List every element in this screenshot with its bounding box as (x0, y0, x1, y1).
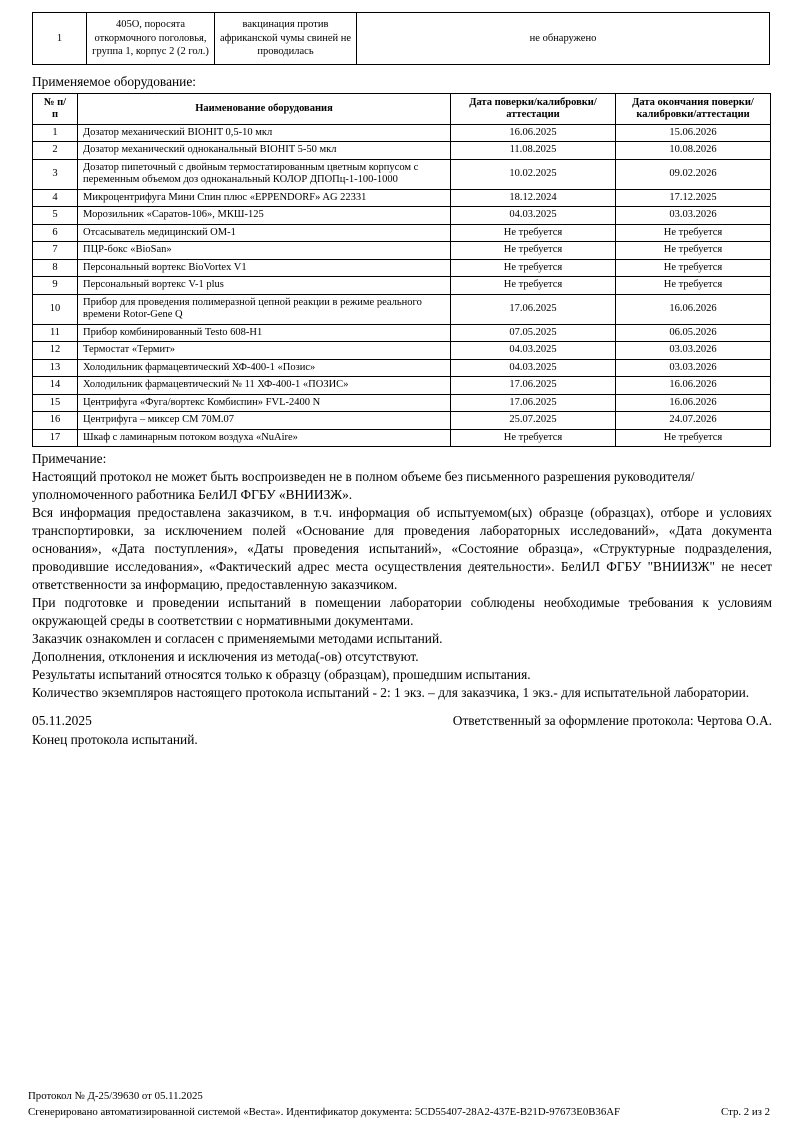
equipment-num-cell: 15 (33, 394, 78, 412)
equipment-num-cell: 6 (33, 224, 78, 242)
equipment-num-cell: 14 (33, 377, 78, 395)
equipment-header-row (33, 93, 771, 124)
signature-row (32, 712, 772, 730)
protocol-date: 05.11.2025 (32, 713, 92, 728)
verification-date-cell: Не требуется (451, 224, 616, 242)
equipment-num-cell: 8 (33, 259, 78, 277)
equipment-name-cell: Термостат «Термит» (78, 342, 451, 360)
verification-end-date-cell: 03.03.2026 (616, 342, 771, 360)
equipment-row (33, 342, 771, 360)
equipment-row (33, 429, 771, 447)
equipment-name-cell: Дозатор механический одноканальный BIOHIT 5-50 мкл (78, 142, 451, 160)
verification-date-cell: 17.06.2025 (451, 394, 616, 412)
equipment-row (33, 324, 771, 342)
equipment-name-cell: Холодильник фармацевтический ХФ-400-1 «Позис» (78, 359, 451, 377)
equipment-num-cell: 4 (33, 189, 78, 207)
equipment-num-cell: 17 (33, 429, 78, 447)
equipment-row (33, 207, 771, 225)
note-paragraph: Вся информация предоставлена заказчиком, в т.ч. информация об испытуемом(ых) образце (образцах), отборе и условиях транспортировки, за исключением полей «Основание для проведения лабораторных исследований», «Дата документа основания», «Дата поступления», «Даты проведения испытаний», «Состояние образца», «Структурные подразделения, проводившие исследования», «Фактический адрес места осуществления деятельности». БелИЛ ФГБУ "ВНИИЗЖ" не несет ответственности за информацию, предоставленную заказчиком. (32, 505, 772, 592)
result-cell: не обнаружено (357, 13, 770, 65)
footer-second-row (28, 1104, 770, 1120)
equipment-table (32, 93, 771, 448)
verification-date-cell: Не требуется (451, 429, 616, 447)
equipment-name-cell: Центрифуга «Фуга/вортекс Комбиспин» FVL-2400 N (78, 394, 451, 412)
verification-end-date-cell: Не требуется (616, 429, 771, 447)
sample-number-cell: 1 (33, 13, 87, 65)
equipment-row (33, 242, 771, 260)
equipment-col-num-header (33, 93, 78, 124)
end-of-protocol-line: Конец протокола испытаний. (32, 732, 198, 747)
equipment-name-cell: Прибор комбинированный Testo 608-H1 (78, 324, 451, 342)
equipment-col-num-label: № п/п (43, 96, 67, 120)
verification-date-cell: 17.06.2025 (451, 377, 616, 395)
verification-end-date-cell: 10.08.2026 (616, 142, 771, 160)
equipment-num-cell: 1 (33, 124, 78, 142)
vaccination-info-cell: вакцинация против африканской чумы свиней не проводилась (215, 13, 357, 65)
verification-end-date-cell: Не требуется (616, 277, 771, 295)
verification-date-cell: 11.08.2025 (451, 142, 616, 160)
equipment-row (33, 277, 771, 295)
equipment-name-cell: Персональный вортекс V-1 plus (78, 277, 451, 295)
equipment-col-date-end-header: Дата окончания поверки/калибровки/аттестации (616, 93, 771, 124)
verification-end-date-cell: 17.12.2025 (616, 189, 771, 207)
equipment-row (33, 142, 771, 160)
verification-end-date-cell: 09.02.2026 (616, 159, 771, 189)
equipment-row (33, 259, 771, 277)
verification-date-cell: 16.06.2025 (451, 124, 616, 142)
equipment-name-cell: Шкаф с ламинарным потоком воздуха «NuAire» (78, 429, 451, 447)
verification-date-cell: 25.07.2025 (451, 412, 616, 430)
equipment-num-cell: 9 (33, 277, 78, 295)
equipment-row (33, 189, 771, 207)
verification-end-date-cell: Не требуется (616, 224, 771, 242)
verification-date-cell: 04.03.2025 (451, 359, 616, 377)
verification-end-date-cell: 06.05.2026 (616, 324, 771, 342)
equipment-table-body (33, 124, 771, 447)
equipment-col-date-header: Дата поверки/калибровки/аттестации (451, 93, 616, 124)
equipment-name-cell: Холодильник фармацевтический № 11 ХФ-400-1 «ПОЗИС» (78, 377, 451, 395)
note-paragraph: Настоящий протокол не может быть воспроизведен не в полном объеме без письменного разрешения руководителя/уполномоченного работника БелИЛ ФГБУ «ВНИИЗЖ». (32, 469, 695, 502)
results-row (33, 13, 770, 65)
note-paragraph: Результаты испытаний относятся только к образцу (образцам), прошедшим испытания. (32, 667, 531, 682)
equipment-row (33, 359, 771, 377)
note-paragraph: Дополнения, отклонения и исключения из метода(-ов) отсутствуют. (32, 649, 419, 664)
verification-date-cell: Не требуется (451, 242, 616, 260)
equipment-row (33, 124, 771, 142)
verification-date-cell: 04.03.2025 (451, 342, 616, 360)
page-number: Стр. 2 из 2 (721, 1106, 770, 1118)
equipment-row (33, 377, 771, 395)
equipment-num-cell: 11 (33, 324, 78, 342)
equipment-name-cell: Отсасыватель медицинский ОМ-1 (78, 224, 451, 242)
equipment-table-header (33, 93, 771, 124)
equipment-col-name-header: Наименование оборудования (78, 93, 451, 124)
verification-date-cell: Не требуется (451, 259, 616, 277)
equipment-name-cell: Микроцентрифуга Мини Спин плюс «EPPENDORF» AG 22331 (78, 189, 451, 207)
verification-end-date-cell: 16.06.2026 (616, 294, 771, 324)
protocol-number-line: Протокол № Д-25/39630 от 05.11.2025 (28, 1090, 203, 1102)
footer (28, 1088, 770, 1120)
equipment-num-cell: 16 (33, 412, 78, 430)
verification-end-date-cell: 03.03.2026 (616, 359, 771, 377)
equipment-num-cell: 12 (33, 342, 78, 360)
note-paragraph: Заказчик ознакомлен и согласен с применяемыми методами испытаний. (32, 631, 443, 646)
equipment-row (33, 224, 771, 242)
verification-date-cell: 17.06.2025 (451, 294, 616, 324)
notes-heading: Примечание: (32, 451, 107, 466)
equipment-num-cell: 13 (33, 359, 78, 377)
verification-date-cell: 04.03.2025 (451, 207, 616, 225)
equipment-num-cell: 7 (33, 242, 78, 260)
equipment-name-cell: Дозатор механический BIOHIT 0,5-10 мкл (78, 124, 451, 142)
responsible-person: Ответственный за оформление протокола: Чертова О.А. (452, 713, 772, 728)
notes-section (32, 450, 772, 702)
verification-date-cell: 18.12.2024 (451, 189, 616, 207)
equipment-name-cell: Прибор для проведения полимеразной цепной реакции в режиме реального времени Rotor-Gene Q (78, 294, 451, 324)
verification-end-date-cell: 15.06.2026 (616, 124, 771, 142)
equipment-name-cell: Центрифуга – миксер СМ 70М.07 (78, 412, 451, 430)
verification-end-date-cell: Не требуется (616, 259, 771, 277)
equipment-heading: Применяемое оборудование: (32, 73, 197, 89)
note-paragraph: При подготовке и проведении испытаний в помещении лаборатории соблюдены необходимые требования к условиям окружающей среды в соответствии с нормативными документами. (32, 595, 772, 628)
verification-end-date-cell: 24.07.2026 (616, 412, 771, 430)
equipment-name-cell: Дозатор пипеточный с двойным термостатированным цветным корпусом с переменным объемом доз одноканальный КОЛОР ДПОПц-1-100-1000 (78, 159, 451, 189)
note-paragraph: Количество экземпляров настоящего протокола испытаний - 2: 1 экз. – для заказчика, 1 экз.- для испытательной лаборатории. (32, 685, 750, 700)
equipment-row (33, 294, 771, 324)
equipment-row (33, 412, 771, 430)
equipment-num-cell: 2 (33, 142, 78, 160)
equipment-num-cell: 10 (33, 294, 78, 324)
verification-date-cell: 10.02.2025 (451, 159, 616, 189)
generated-by-line: Сгенерировано автоматизированной системой «Веста». Идентификатор документа: 5CD55407-28A2-437E-B21D-97673E0B36AF (28, 1106, 621, 1118)
verification-date-cell: 07.05.2025 (451, 324, 616, 342)
equipment-name-cell: ПЦР-бокс «BioSan» (78, 242, 451, 260)
results-table (32, 12, 770, 65)
sample-description-cell: 405О, поросята откормочного поголовья, группа 1, корпус 2 (2 гол.) (87, 13, 215, 65)
equipment-row (33, 394, 771, 412)
equipment-num-cell: 3 (33, 159, 78, 189)
verification-end-date-cell: 03.03.2026 (616, 207, 771, 225)
verification-end-date-cell: 16.06.2026 (616, 394, 771, 412)
verification-date-cell: Не требуется (451, 277, 616, 295)
equipment-name-cell: Морозильник «Саратов-106», МКШ-125 (78, 207, 451, 225)
equipment-name-cell: Персональный вортекс BioVortex V1 (78, 259, 451, 277)
verification-end-date-cell: Не требуется (616, 242, 771, 260)
verification-end-date-cell: 16.06.2026 (616, 377, 771, 395)
equipment-num-cell: 5 (33, 207, 78, 225)
equipment-row (33, 159, 771, 189)
